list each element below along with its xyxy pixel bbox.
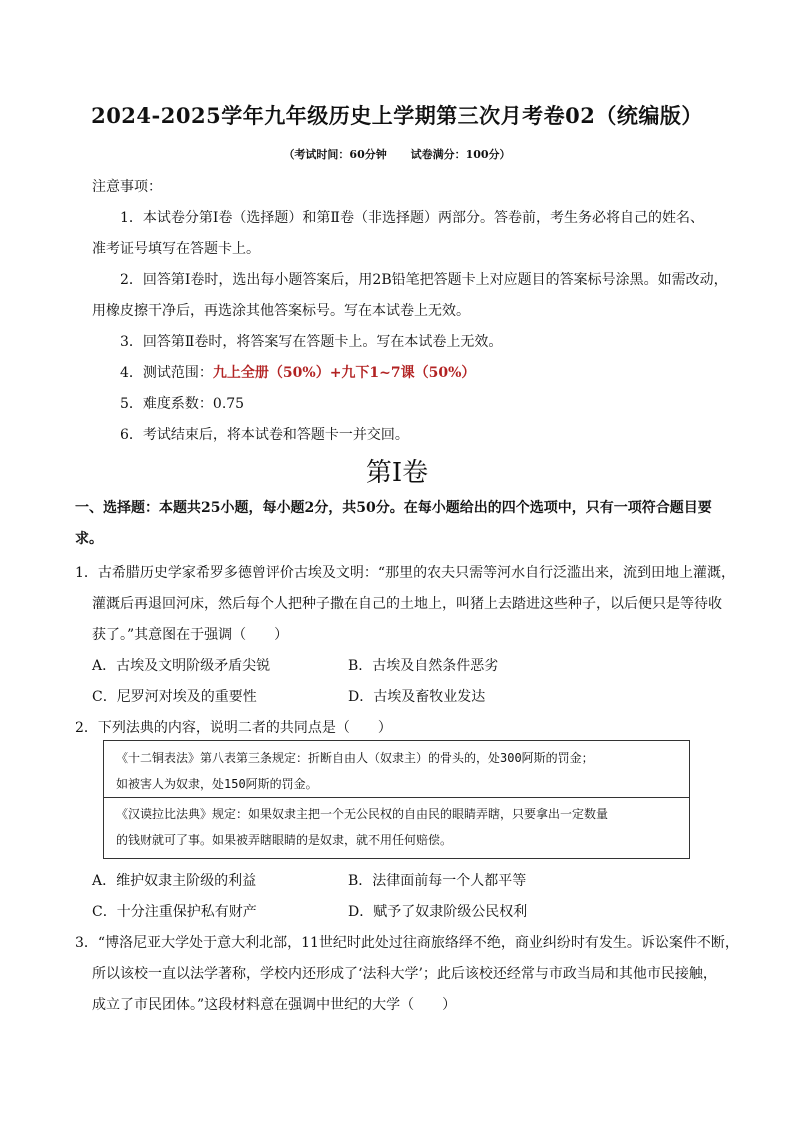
- question-2-option-a: A．维护奴隶主阶级的利益: [92, 873, 257, 889]
- part1-instructions-cont: 求。: [75, 531, 103, 547]
- part1-instructions: 一、选择题：本题共25小题，每小题2分，共50分。在每小题给出的四个选项中，只有一项符合题目要: [75, 500, 712, 516]
- question-1-stem: 1．古希腊历史学家希罗多德曾评价古埃及文明：“那里的农夫只需等河水自行泛滥出来，流到田地上灌溉，: [75, 565, 736, 581]
- notice-item-6: 6．考试结束后，将本试卷和答题卡一并交回。: [120, 427, 409, 443]
- exam-info: [0, 146, 794, 162]
- notice-item-4-prefix: 4．测试范围：: [120, 365, 213, 381]
- question-1-stem-cont: 灌溉后再退回河床，然后每个人把种子撒在自己的土地上，叫猪上去踏进这些种子，以后便只是等待收: [92, 596, 722, 612]
- notice-item-2-cont: 用橡皮擦干净后，再选涂其他答案标号。写在本试卷上无效。: [92, 303, 470, 319]
- law-excerpt-2-line-1: 《汉谟拉比法典》规定：如果奴隶主把一个无公民权的自由民的眼睛弄瞎，只要拿出一定数量: [116, 807, 609, 821]
- exam-time: （考试时间：60分钟: [283, 148, 387, 161]
- law-excerpt-1-line-2: 如被害人为奴隶，处150阿斯的罚金。: [116, 777, 318, 791]
- law-excerpt-box-2: [103, 796, 690, 859]
- notice-item-3: 3．回答第Ⅱ卷时，将答案写在答题卡上。写在本试卷上无效。: [120, 334, 503, 350]
- question-2-stem: 2．下列法典的内容，说明二者的共同点是（ ）: [75, 720, 392, 736]
- notice-item-5: 5．难度系数：0.75: [120, 396, 245, 412]
- notice-item-1-cont: 准考证号填写在答题卡上。: [92, 241, 260, 257]
- law-excerpt-1-line-1: 《十二铜表法》第八表第三条规定：折断自由人（奴隶主）的骨头的，处300阿斯的罚金；: [116, 751, 594, 765]
- question-3-stem: 3．“博洛尼亚大学处于意大利北部，11世纪时此处过往商旅络绎不绝，商业纠纷时有发生。诉讼案件不断，: [75, 935, 739, 951]
- question-3-stem-end: 成立了市民团体。”这段材料意在强调中世纪的大学（ ）: [92, 997, 457, 1013]
- question-1-option-c: C．尼罗河对埃及的重要性: [92, 689, 257, 705]
- question-1-option-d: D．古埃及畜牧业发达: [348, 689, 486, 705]
- notice-item-2: 2．回答第Ⅰ卷时，选出每小题答案后，用2B铅笔把答题卡上对应题目的答案标号涂黑。如需改动，: [120, 272, 728, 288]
- full-score: 试卷满分：100分）: [410, 148, 511, 161]
- question-1-stem-end: 获了。”其意图在于强调（ ）: [92, 627, 289, 643]
- question-1-option-a: A．古埃及文明阶级矛盾尖锐: [92, 658, 271, 674]
- law-excerpt-box-1: [103, 740, 690, 798]
- question-3-stem-cont: 所以该校一直以法学著称，学校内还形成了‘法科大学’；此后该校还经常与市政当局和其他市民接触，: [92, 966, 717, 982]
- law-excerpt-1-text: [116, 745, 678, 797]
- question-1-option-b: B．古埃及自然条件恶劣: [348, 658, 499, 674]
- section-title: 第Ⅰ卷: [365, 458, 429, 488]
- notice-item-4: [120, 362, 475, 382]
- law-excerpt-2-line-2: 的钱财就可了事。如果被弄瞎眼睛的是奴隶，就不用任何赔偿。: [116, 833, 453, 847]
- question-2-option-d: D．赋予了奴隶阶级公民权利: [348, 904, 528, 920]
- notice-heading: 注意事项：: [92, 179, 162, 195]
- question-2-option-b: B．法律面前每一个人都平等: [348, 873, 527, 889]
- question-2-option-c: C．十分注重保护私有财产: [92, 904, 257, 920]
- test-range: 九上全册（50%）+九下1~7课（50%）: [212, 365, 476, 381]
- page-title: 2024-2025学年九年级历史上学期第三次月考卷02（统编版）: [91, 103, 703, 128]
- law-excerpt-2-text: [116, 801, 678, 853]
- notice-item-1: 1．本试卷分第Ⅰ卷（选择题）和第Ⅱ卷（非选择题）两部分。答卷前，考生务必将自己的姓名、: [120, 210, 704, 226]
